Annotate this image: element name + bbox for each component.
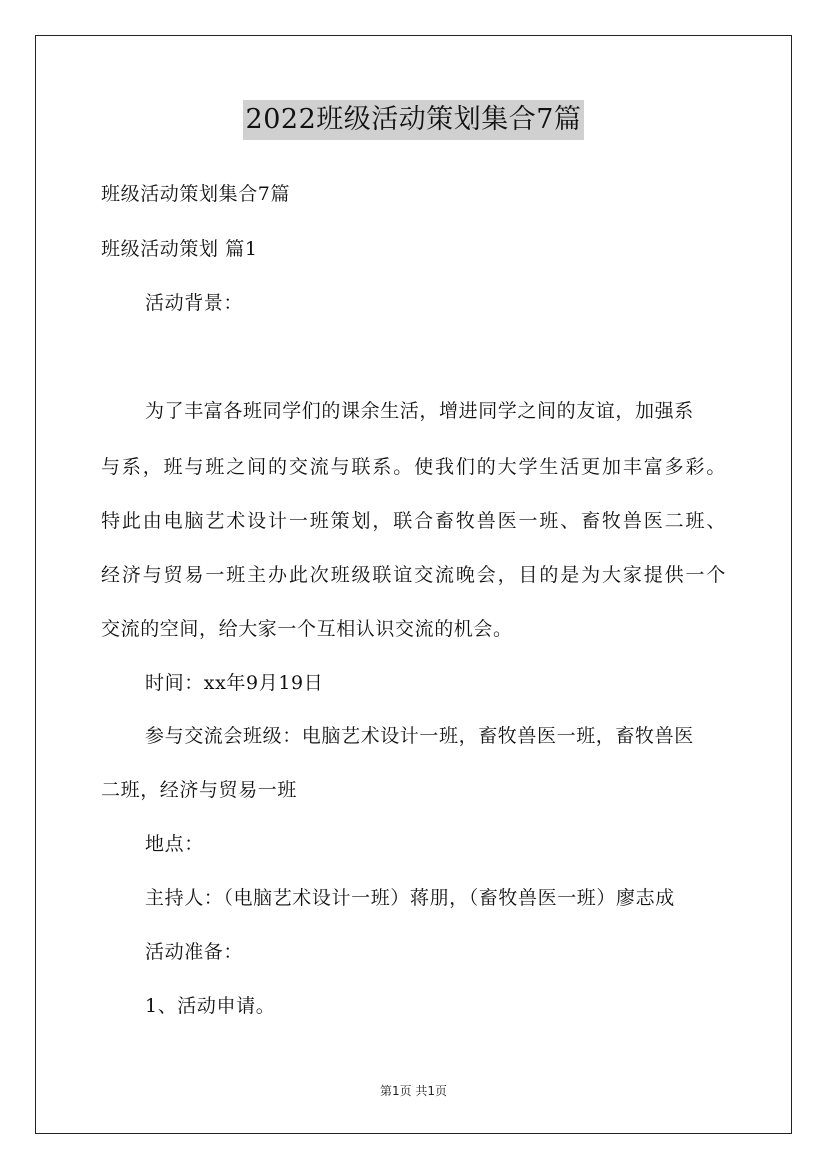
paragraph-line-1: 为了丰富各班同学们的课余生活，增进同学之间的友谊，加强系 [145,400,694,422]
classes-line-2: 二班，经济与贸易一班 [101,779,298,801]
title-container [0,100,827,140]
location-line: 地点： [145,833,204,855]
document-title: 2022班级活动策划集合7篇 [243,100,585,140]
page-footer: 第1页 共1页 [379,1084,448,1098]
background-label: 活动背景： [145,292,244,314]
preparation-line: 活动准备： [145,941,244,963]
document-subtitle: 班级活动策划集合7篇 [101,183,291,205]
paragraph-line-5: 交流的空间，给大家一个互相认识交流的机会。 [101,618,513,640]
classes-line-1: 参与交流会班级：电脑艺术设计一班，畜牧兽医一班，畜牧兽医 [145,725,694,747]
step-1-line: 1、活动申请。 [145,995,276,1017]
section-heading: 班级活动策划 篇1 [101,238,258,260]
paragraph-line-4: 经济与贸易一班主办此次班级联谊交流晚会，目的是为大家提供一个 [101,564,726,586]
paragraph-line-3: 特此由电脑艺术设计一班策划，联合畜牧兽医一班、畜牧兽医二班、 [101,510,726,532]
paragraph-line-2: 与系，班与班之间的交流与联系。使我们的大学生活更加丰富多彩。 [101,456,726,478]
time-line: 时间：xx年9月19日 [145,672,324,694]
host-line: 主持人：（电脑艺术设计一班）蒋朋，（畜牧兽医一班）廖志成 [145,887,675,909]
